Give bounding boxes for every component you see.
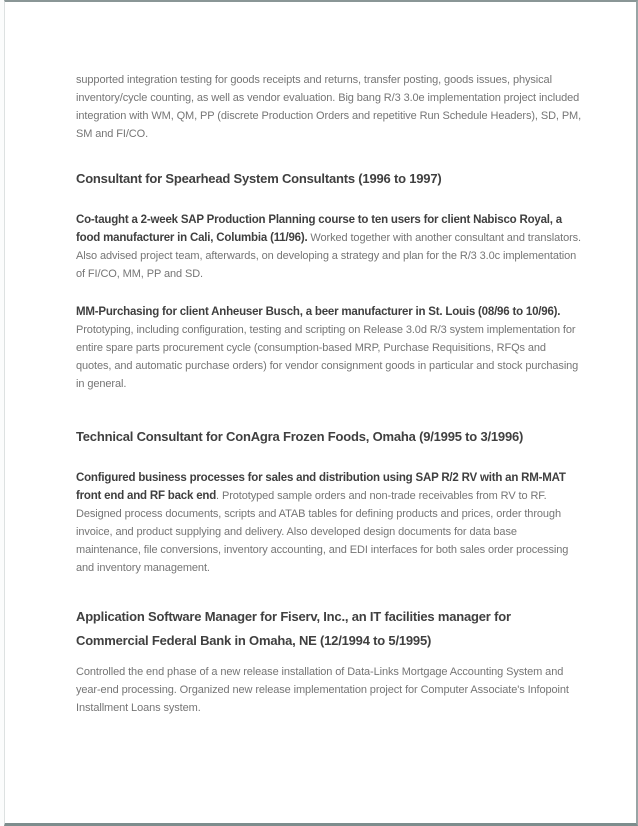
paragraph-text: Prototyping, including configuration, testing and scripting on Release 3.0d R/3 system implementation for entire spare parts procurement cycle (consumption-based MRP, Purchase Requisitions, RFQs and quotes, and automatic purchase orders) for vendor consignment goods in particular and stock purchasing in general. (76, 324, 579, 390)
paragraph-conagra (76, 469, 582, 577)
paragraph-text: Controlled the end phase of a new release installation of Data-Links Mortgage Accounting System and year-end processing. Organized new release implementation project for Computer Associate's Infopoint Installment Loans system. (76, 666, 569, 714)
section-heading-fiserv: Application Software Manager for Fiserv, Inc., an IT facilities manager for Commercial Federal Bank in Omaha, NE (12/1994 to 5/1995) (76, 609, 511, 648)
paragraph-lead: Co-taught a 2-week SAP Production Planning course to ten users for client Nabisco Royal, a food manufacturer in Cali, Columbia (11/96). (76, 214, 562, 244)
paragraph-lead: MM-Purchasing for client Anheuser Busch, a beer manufacturer in St. Louis (08/96 to 10/96). (76, 306, 561, 318)
intro-paragraph (76, 71, 582, 143)
paragraph-text: supported integration testing for goods receipts and returns, transfer posting, goods issues, physical inventory/cycle counting, as well as vendor evaluation. Big bang R/3 3.0e implementation project included integration with WM, QM, PP (discrete Production Orders and repetitive Run Schedule Headers), SD, PM, SM and FI/CO. (76, 74, 582, 140)
section-heading-spearhead: Consultant for Spearhead System Consultants (1996 to 1997) (76, 171, 442, 186)
paragraph-nabisco (76, 211, 582, 283)
paragraph-text: . Prototyped sample orders and non-trade receivables from RV to RF. Designed process documents, scripts and ATAB tables for defining products and prices, order through invoice, and product supplying and delivery. Also developed design documents for data base maintenance, file conversions, inventory accounting, and EDI interfaces for both sales order processing and inventory management. (76, 490, 569, 574)
section-heading-conagra: Technical Consultant for ConAgra Frozen Foods, Omaha (9/1995 to 3/1996) (76, 429, 524, 444)
document-page (4, 0, 638, 826)
document-content (5, 2, 636, 717)
paragraph-text: Worked together with another consultant and translators. Also advised project team, afterwards, on developing a strategy and plan for the R/3 3.0c implementation of FI/CO, MM, PP and SD. (76, 232, 582, 280)
paragraph-lead: Configured business processes for sales and distribution using SAP R/2 RV with an RM-MAT front end and RF back end (76, 472, 566, 502)
paragraph-fiserv (76, 663, 582, 717)
paragraph-anheuser-busch (76, 303, 582, 393)
